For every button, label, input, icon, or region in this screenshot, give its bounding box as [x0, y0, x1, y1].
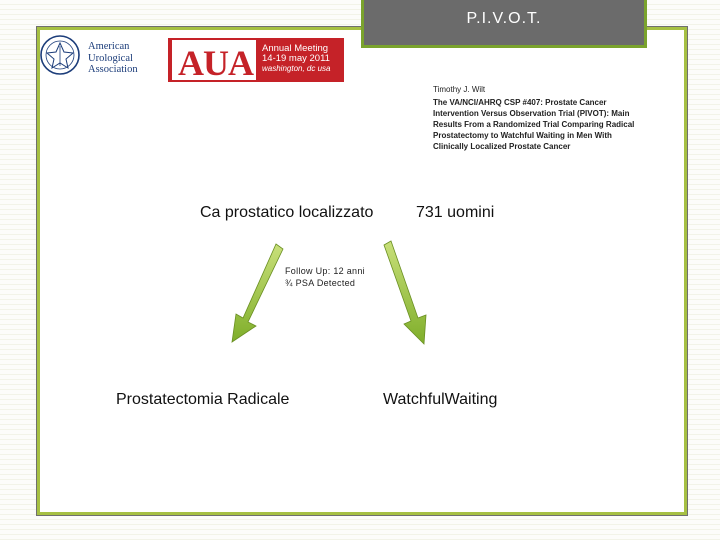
association-line-2: Urological: [88, 52, 133, 64]
citation-title: The VA/NCI/AHRQ CSP #407: Prostate Cancer Intervention Versus Observation Trial (PIVOT): Main Results From a Randomized Trial Comparing Radical Prostatectomy to Watchful Waiting in Men With Clinically Localized Prostate Cancer: [433, 98, 635, 151]
citation-author: Timothy J. Wilt: [433, 85, 486, 94]
banner-title: Annual Meeting: [262, 43, 329, 54]
population-label: 731 uomini: [416, 204, 495, 221]
arm-left-label: Prostatectomia Radicale: [116, 391, 290, 408]
association-line-1: American: [88, 41, 130, 52]
followup-line-1: Follow Up: 12 anni: [285, 266, 365, 276]
arm-right-label: WatchfulWaiting: [383, 391, 498, 408]
association-line-3: Association: [88, 64, 138, 75]
banner-location: washington, dc usa: [262, 64, 331, 73]
arrow-right-icon: [384, 241, 426, 344]
banner-dates: 14-19 may 2011: [262, 53, 330, 64]
aua-logo-text: AUA: [178, 43, 253, 83]
condition-label: Ca prostatico localizzato: [200, 204, 374, 221]
slide-title: P.I.V.O.T.: [466, 10, 542, 27]
followup-line-2: ¾ PSA Detected: [285, 278, 356, 288]
arrow-left-icon: [232, 244, 283, 342]
